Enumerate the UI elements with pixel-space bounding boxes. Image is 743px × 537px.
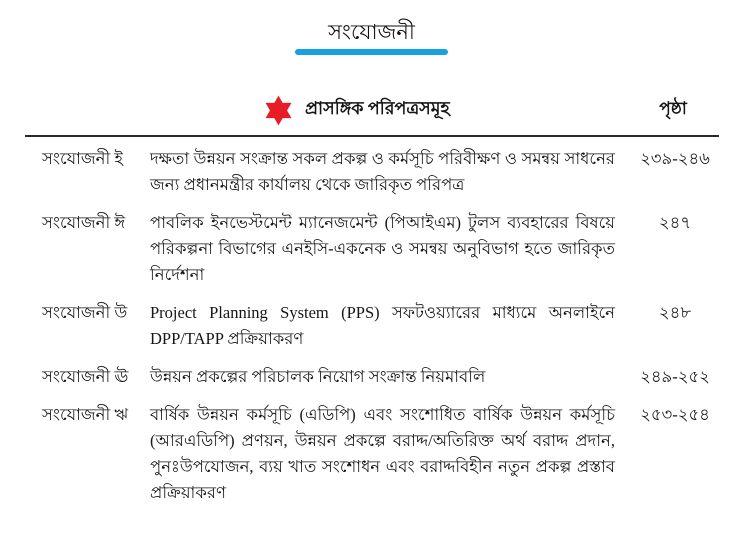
page-column-header: পৃষ্ঠা xyxy=(659,99,687,118)
row-description: Project Planning System (PPS) সফটওয়্যারের মাধ্যমে অনলাইনে DPP/TAPP প্রক্রিয়াকরণ xyxy=(150,303,615,348)
row-description: দক্ষতা উন্নয়ন সংক্রান্ত সকল প্রকল্প ও কর্মসূচি পরিবীক্ষণ ও সমন্বয় সাধনের জন্য প্রধানমন্ত্রীর কার্যালয় থেকে জারিকৃত পরিপত্র xyxy=(150,149,615,194)
row-description: পাবলিক ইনভেস্টমেন্ট ম্যানেজমেন্ট (পিআইএম) টুলস ব্যবহারের বিষয়ে পরিকল্পনা বিভাগের এনইসি-একনেক ও সমন্বয় অনুবিভাগ হতে জারিকৃত নির্দেশনা xyxy=(150,213,615,284)
row-label: সংযোজনী ই xyxy=(42,149,123,168)
row-label: সংযোজনী ঊ xyxy=(42,367,129,386)
row-pages: ২৪৮ xyxy=(658,303,692,322)
row-description: উন্নয়ন প্রকল্পের পরিচালক নিয়োগ সংক্রান্ত নিয়মাবলি xyxy=(150,367,486,386)
table-row xyxy=(42,300,719,352)
row-pages: ২৩৯-২৪৬ xyxy=(640,149,710,168)
row-pages: ২৫৩-২৫৪ xyxy=(640,405,710,424)
section-title: প্রাসঙ্গিক পরিপত্রসমূহ xyxy=(305,97,450,118)
row-label: সংযোজনী ঋ xyxy=(42,405,129,424)
row-pages: ২৪৯-২৫২ xyxy=(640,367,710,386)
table-row xyxy=(42,364,719,390)
page-title: সংযোজনী xyxy=(328,20,415,44)
row-pages: ২৪৭ xyxy=(658,213,692,232)
row-description: বার্ষিক উন্নয়ন কর্মসূচি (এডিপি) এবং সংশোধিত বার্ষিক উন্নয়ন কর্মসূচি (আরএডিপি) প্রণয়ন, উন্নয়ন প্রকল্পে বরাদ্দ/অতিরিক্ত অর্থ বরাদ্দ প্রদান, পুনঃউপযোজন, ব্যয় খাত সংশোধন এবং বরাদ্দবিহীন নতুন প্রকল্প প্রস্তাব প্রক্রিয়াকরণ xyxy=(150,405,615,502)
title-underline xyxy=(295,49,448,55)
table-row xyxy=(42,146,719,198)
row-label: সংযোজনী ঈ xyxy=(42,213,126,232)
row-label: সংযোজনী উ xyxy=(42,303,128,322)
table-header xyxy=(25,94,719,126)
header-divider xyxy=(25,135,719,137)
table-row xyxy=(42,402,719,506)
table-row xyxy=(42,210,719,288)
toc-table xyxy=(42,146,719,506)
star-icon xyxy=(262,95,295,126)
